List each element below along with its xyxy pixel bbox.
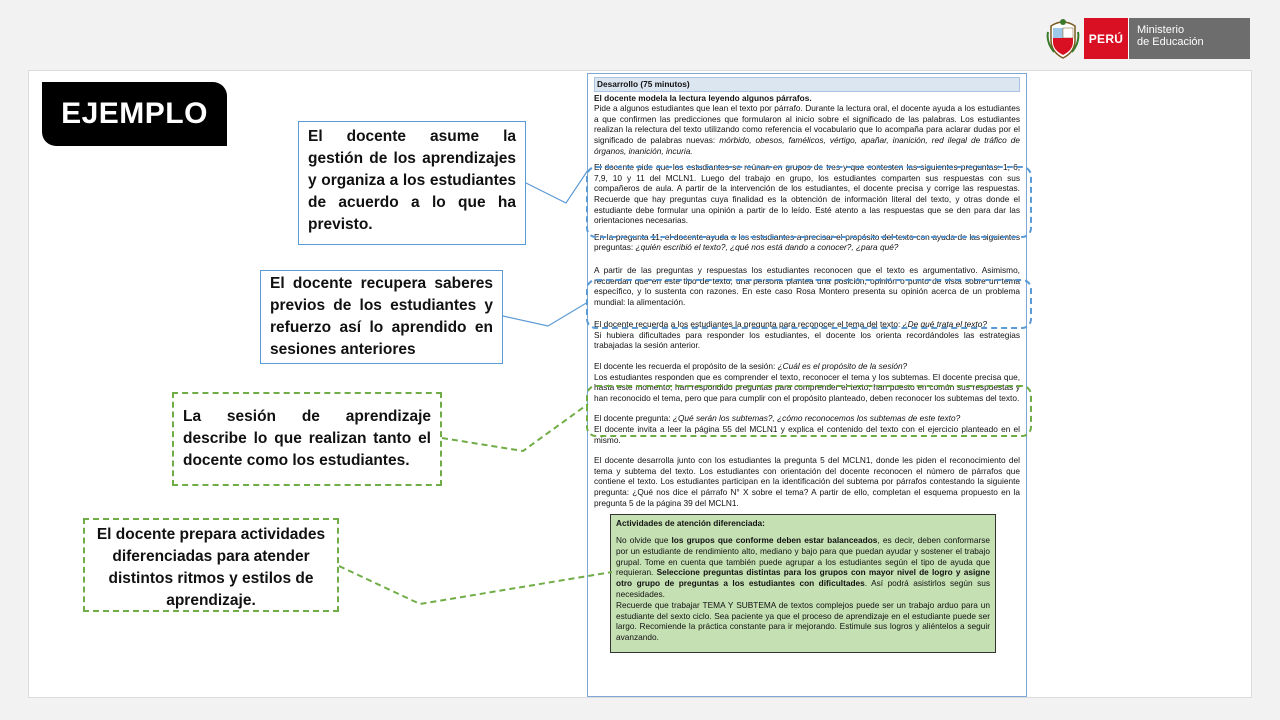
doc-text: El docente les recuerda el propósito de la sesión: xyxy=(594,361,778,372)
connector-line-2 xyxy=(503,302,588,326)
doc-text-italic: ¿Qué serán los subtemas?, ¿cómo reconocemos los subtemas de este texto? xyxy=(672,413,961,424)
callout-differentiated-activities: El docente prepara actividades diferenciadas para atender distintos ritmos y estilos de aprendizaje. xyxy=(83,518,339,612)
green-text: No olvide que xyxy=(616,534,672,545)
doc-text: Si hubiera dificultades para responder los estudiantes, el docente los orienta recordándoles las estrategias trabajadas la sesión anterior. xyxy=(594,329,1020,351)
doc-text-italic: ¿Cuál es el propósito de la sesión? xyxy=(777,361,908,372)
callout-session-description xyxy=(172,392,442,486)
green-text-bold: los grupos que conforme deben estar balanceados xyxy=(671,534,878,545)
green-box-title: Actividades de atención diferenciada: xyxy=(616,518,765,529)
doc-text-italic: ¿De qué trata el texto? xyxy=(902,319,987,330)
doc-text-italic: mórbido, obesos, famélicos, vértigo, apañar, inanición, red ilegal de tráfico de órganos, inanición, incuria. xyxy=(594,134,1020,156)
connector-line-3 xyxy=(442,404,588,451)
doc-text-italic: ¿quién escribió el texto?, ¿qué nos está dando a conocer?, ¿para qué? xyxy=(635,242,899,253)
callout-text: El docente recupera saberes previos de los estudiantes y refuerzo así lo aprendido en sesiones anteriores xyxy=(270,275,493,358)
doc-text: El docente recuerda a los estudiantes la pregunta para reconocer el tema del texto: xyxy=(594,319,903,330)
doc-text: Pide a algunos estudiantes que lean el texto por párrafo. Durante la lectura oral, el docente ayuda a los estudiantes a que confirmen las predicciones que formularon al inicio sobre el significado de las palabras. Los estudiantes realizan la relectura del texto utilizando como referencia el vocabulario que lo acompaña para aclarar dudas por el significado de palabras nuevas: xyxy=(594,103,1020,145)
ministry-line-1: Ministerio xyxy=(1137,24,1185,36)
callout-text: El docente asume la gestión de los aprendizajes y organiza a los estudiantes de acuerdo a lo que ha previsto. xyxy=(308,128,516,233)
doc-title-bold: Desarrollo xyxy=(597,79,639,89)
peru-label: PERÚ xyxy=(1084,18,1128,59)
doc-text: Los estudiantes responden que es comprender el texto, reconocer el tema y los subtemas. El docente precisa que, hasta este momento, han respondido preguntas para comprender el texto, han puesto en común sus respuestas y han reconocido el tema, pero que para cumplir con el propósito planteado, deben reconocer los subtemas del texto. xyxy=(594,371,1020,403)
doc-paragraph: A partir de las preguntas y respuestas los estudiantes reconocen que el texto es argumentativo. Asimismo, recuerdan que en este tipo de texto, una persona plantea una posición, opinión o punto de vista sobre un tema específico, y lo sustenta con razones. En este caso Rosa Montero presenta su opinión acerca de un problema mundial: la alimentación. xyxy=(594,264,1020,307)
green-text: , es decir, deben conformarse por un estudiante de rendimiento alto, mediano y bajo para que puedan ayudar y sostener el trabajo grupal. Tome en cuenta que también puede agrupar a los estudiantes según el tipo de ayuda que requieran. xyxy=(616,534,990,578)
callout-learning-management xyxy=(298,121,526,245)
doc-text: El docente invita a leer la página 55 del MCLN1 y explica el contenido del texto con el ejercicio planteado en el mismo. xyxy=(594,424,1020,445)
connector-line-1 xyxy=(526,170,588,203)
doc-title-duration: (75 minutos) xyxy=(638,79,690,89)
doc-paragraph: El docente desarrolla junto con los estudiantes la pregunta 5 del MCLN1, donde les piden el reconocimiento del tema y subtema del texto. Los estudiantes con orientación del docente reconocen el número de párrafos que contiene el texto. Los estudiantes participan en la identificación del subtema por párrafos contestando la siguiente pregunta: ¿Qué nos dice el párrafo N° X sobre el tema? A partir de ello, completan el esquema propuesto en la pregunta 5 de la página 39 del MCLN1. xyxy=(594,455,1020,508)
doc-paragraph: El docente pide que los estudiantes se reúnan en grupos de tres y que contesten las siguientes preguntas: 1, 6, 7,9, 10 y 11 del MCLN1. Luego del trabajo en grupo, los estudiantes comparten sus respuestas con sus compañeros de aula. A partir de la intervención de los estudiantes, el docente precisa y corrige las respuestas. Recuerde que hay preguntas cuya finalidad es la obtención de información literal del texto, y otras donde el estudiante debe formular una opinión a partir de lo leído. Esté atento a las respuestas que se den para dar las orientaciones necesarias. xyxy=(594,162,1020,226)
callout-prior-knowledge xyxy=(260,270,503,364)
doc-text: En la pregunta 11, el docente ayuda a los estudiantes a precisar el propósito del texto con ayuda de las siguientes preguntas: xyxy=(594,231,1020,253)
green-text-bold: Seleccione preguntas distintas para los grupos con mayor nivel de logro y asigne otro grupo de preguntas a los estudiantes con dificultades xyxy=(616,567,990,589)
doc-text: El docente pregunta: xyxy=(594,413,673,424)
green-text: Recuerde que trabajar TEMA Y SUBTEMA de textos complejos puede ser un trabajo arduo para un estudiante del sexto ciclo. Sea paciente ya que el proceso de aprendizaje en el estudiante puede ser largo. Recomiende la práctica constante para ir mejorando. Estimule sus logros y aliéntelos a seguir avanzando. xyxy=(616,599,990,643)
ministry-line-2: de Educación xyxy=(1137,36,1204,48)
ejemplo-banner: EJEMPLO xyxy=(42,82,227,146)
callout-text: La sesión de aprendizaje describe lo que realizan tanto el docente como los estudiantes. xyxy=(183,408,431,469)
green-text: . Así podrá asistirlos según sus necesidades. xyxy=(616,578,990,599)
connector-line-4 xyxy=(339,566,612,604)
doc-subtitle: El docente modela la lectura leyendo algunos párrafos. xyxy=(594,92,812,103)
